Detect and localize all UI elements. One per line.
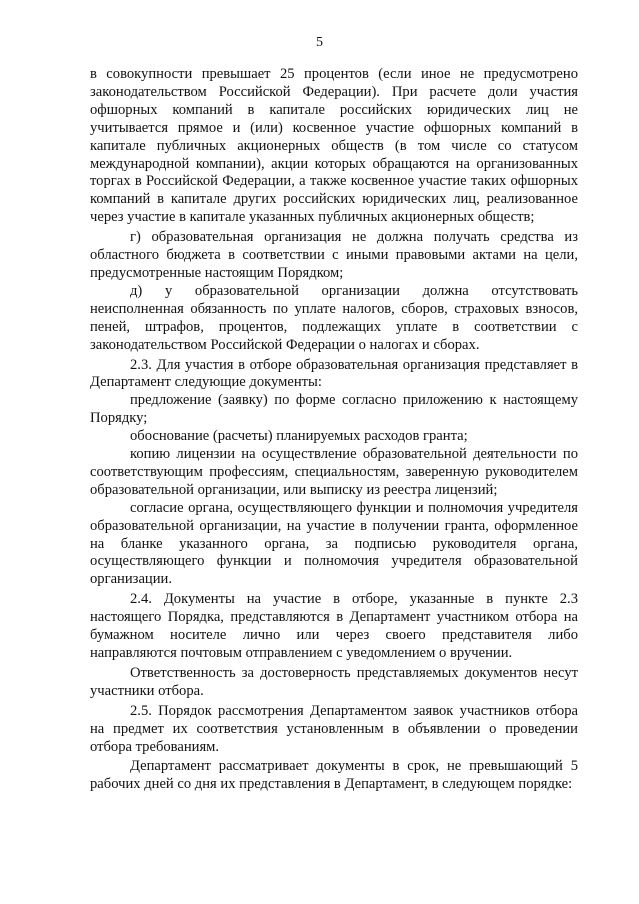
paragraph-2-5: 2.5. Порядок рассмотрения Департаментом заявок участников отбора на предмет их соответствия установленным в объявлении о проведении отбора требованиям. — [90, 702, 578, 755]
document-body — [90, 66, 578, 794]
paragraph-item-g: г) образовательная организация не должна получать средства из областного бюджета в соответствии с иными правовыми актами на цели, предусмотренные настоящим Порядком; — [90, 229, 578, 281]
paragraph-founder-consent: согласие органа, осуществляющего функции и полномочия учредителя образовательной организации, на участие в получении гранта, оформленное на бланке указанного органа, за подписью руководителя органа, осуществляющего функции и полномочия учредителя образовательной организации. — [90, 499, 578, 588]
paragraph-2-3: 2.3. Для участия в отборе образовательная организация представляет в Департамент следующие документы: — [90, 356, 578, 391]
page-number: 5 — [316, 35, 323, 50]
paragraph-offshore-continuation: в совокупности превышает 25 процентов (если иное не предусмотрено законодательством Российской Федерации). При расчете доли участия офшорных компаний в капитале российских юридических лиц не учитывается прямое и (или) косвенное участие офшорных компаний в капитале публичных акционерных обществ (в том числе со статусом международной компании), акции которых обращаются на организованных торгах в Российской Федерации, а также косвенное участие таких офшорных компаний в капитале других российских юридических лиц, реализованное через участие в капитале указанных публичных акционерных обществ; — [90, 66, 578, 226]
paragraph-responsibility: Ответственность за достоверность представляемых документов несут участники отбора. — [90, 664, 578, 699]
paragraph-application-proposal: предложение (заявку) по форме согласно приложению к настоящему Порядку; — [90, 392, 578, 427]
paragraph-2-4: 2.4. Документы на участие в отборе, указанные в пункте 2.3 настоящего Порядка, представляются в Департамент участником отбора на бумажном носителе лично или через своего представителя либо направляются почтовым отправлением с уведомлением о вручении. — [90, 591, 578, 661]
paragraph-item-d: д) у образовательной организации должна отсутствовать неисполненная обязанность по уплате налогов, сборов, страховых взносов, пеней, штрафов, процентов, подлежащих уплате в соответствии с законодательством Российской Федерации о налогах и сборах. — [90, 282, 578, 353]
paragraph-license-copy: копию лицензии на осуществление образовательной деятельности по соответствующим профессиям, специальностям, заверенную руководителем образовательной организации, или выписку из реестра лицензий; — [90, 446, 578, 498]
paragraph-grant-justification: обоснование (расчеты) планируемых расходов гранта; — [130, 428, 468, 445]
paragraph-review-period: Департамент рассматривает документы в срок, не превышающий 5 рабочих дней со дня их представления в Департамент, в следующем порядке: — [90, 758, 578, 793]
